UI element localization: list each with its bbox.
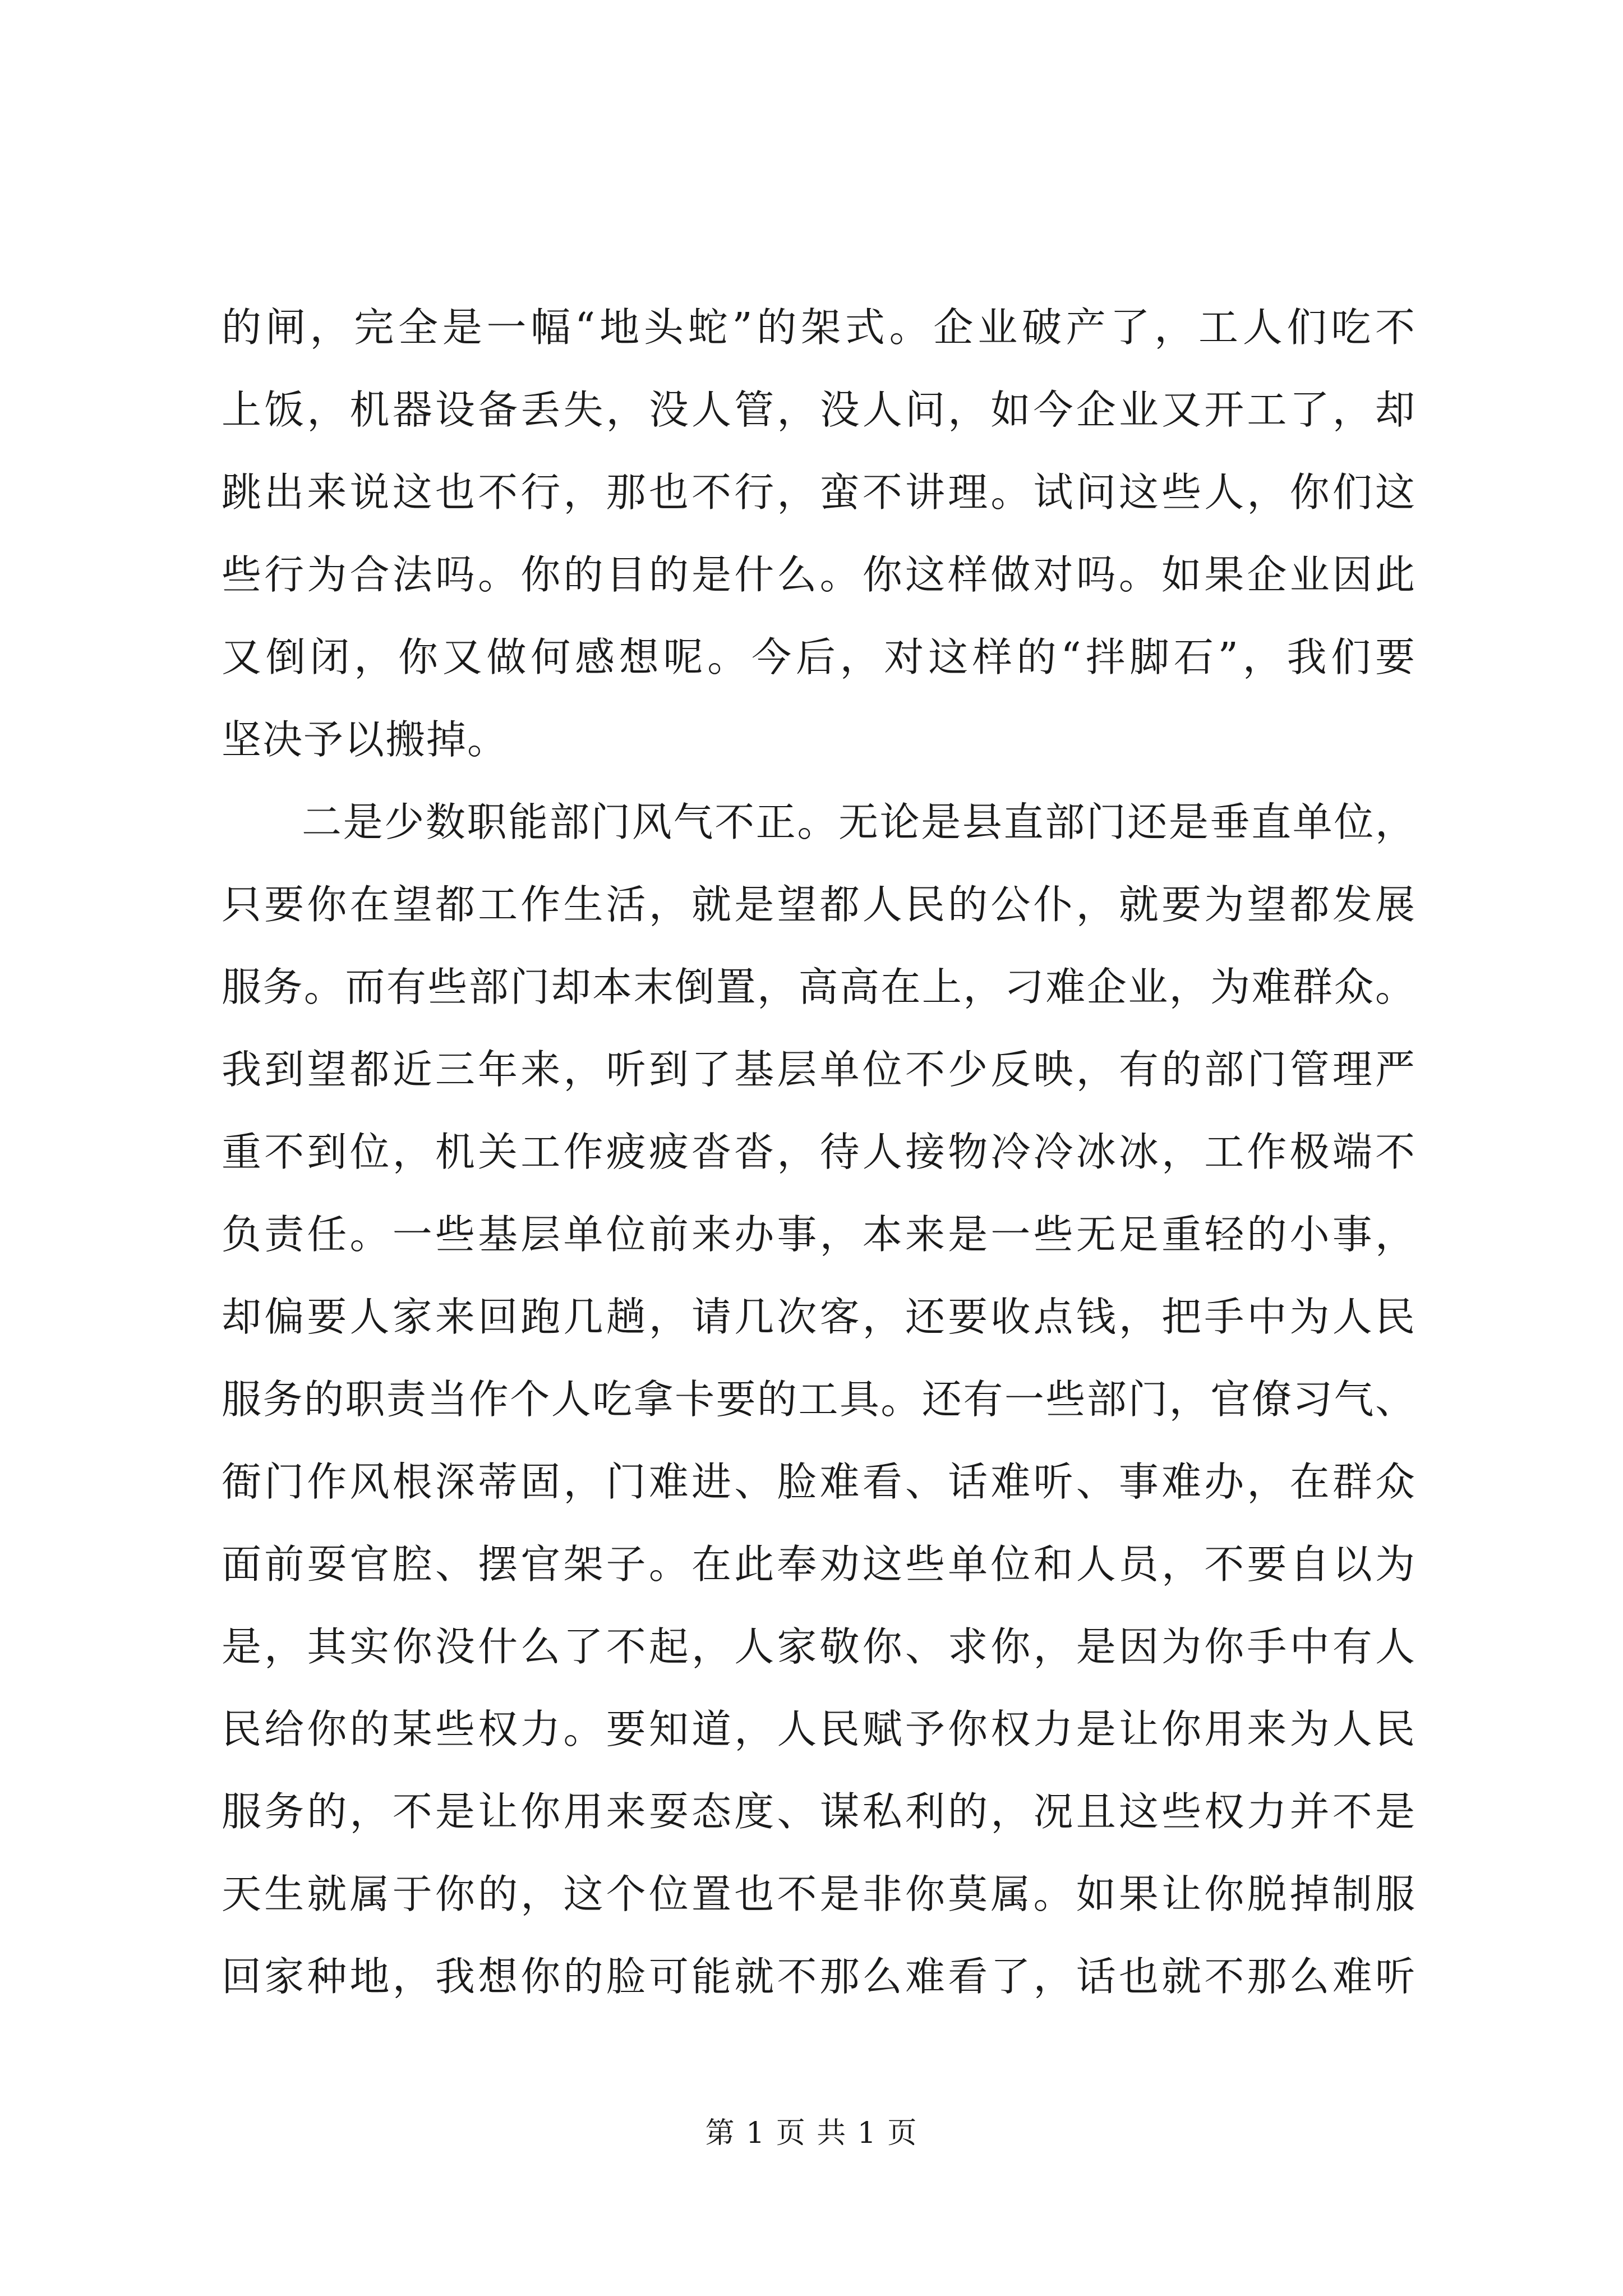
paragraph-2-line: 天生就属于你的，这个位置也不是非你莫属。如果让你脱掉制服 [222,1871,1416,1917]
paragraph-2-line: 是，其实你没什么了不起，人家敬你、求你，是因为你手中有人 [222,1623,1416,1670]
paragraph-2-line: 服务的职责当作个人吃拿卡要的工具。还有一些部门，官僚习气、 [222,1376,1416,1423]
paragraph-1-line: 跳出来说这也不行，那也不行，蛮不讲理。试问这些人，你们这 [222,469,1416,516]
paragraph-2-line: 民给你的某些权力。要知道，人民赋予你权力是让你用来为人民 [222,1706,1416,1752]
paragraph-1-line: 的闸，完全是一幅“地头蛇”的架式。企业破产了，工人们吃不 [222,304,1416,351]
paragraph-2-line: 我到望都近三年来，听到了基层单位不少反映，有的部门管理严 [222,1046,1416,1093]
paragraph-1-line: 坚决予以搬掉。 [222,716,509,763]
document-body [222,286,1416,2018]
paragraph-2-line: 重不到位，机关工作疲疲沓沓，待人接物冷冷冰冰，工作极端不 [222,1129,1416,1175]
paragraph-1-line: 上饭，机器设备丢失，没人管，没人问，如今企业又开工了，却 [222,386,1416,433]
paragraph-1-line: 些行为合法吗。你的目的是什么。你这样做对吗。如果企业因此 [222,551,1416,598]
paragraph-2-line: 服务。而有些部门却本末倒置，高高在上，刁难企业，为难群众。 [222,964,1416,1010]
paragraph-2-line: 服务的，不是让你用来耍态度、谋私利的，况且这些权力并不是 [222,1788,1416,1835]
paragraph-2-line: 衙门作风根深蒂固，门难进、脸难看、话难听、事难办，在群众 [222,1458,1416,1505]
paragraph-1-line: 又倒闭，你又做何感想呢。今后，对这样的“拌脚石”，我们要 [222,634,1416,680]
paragraph-2-line: 面前耍官腔、摆官架子。在此奉劝这些单位和人员，不要自以为 [222,1541,1416,1588]
paragraph-2-line: 却偏要人家来回跑几趟，请几次客，还要收点钱，把手中为人民 [222,1294,1416,1340]
paragraph-2-line: 负责任。一些基层单位前来办事，本来是一些无足重轻的小事， [222,1211,1416,1258]
page-footer: 第 1 页 共 1 页 [705,2116,918,2150]
paragraph-2-line: 只要你在望都工作生活，就是望都人民的公仆，就要为望都发展 [222,881,1416,928]
paragraph-2-line: 二是少数职能部门风气不正。无论是县直部门还是垂直单位， [302,799,1416,845]
paragraph-2-line: 回家种地，我想你的脸可能就不那么难看了，话也就不那么难听 [222,1953,1416,2000]
